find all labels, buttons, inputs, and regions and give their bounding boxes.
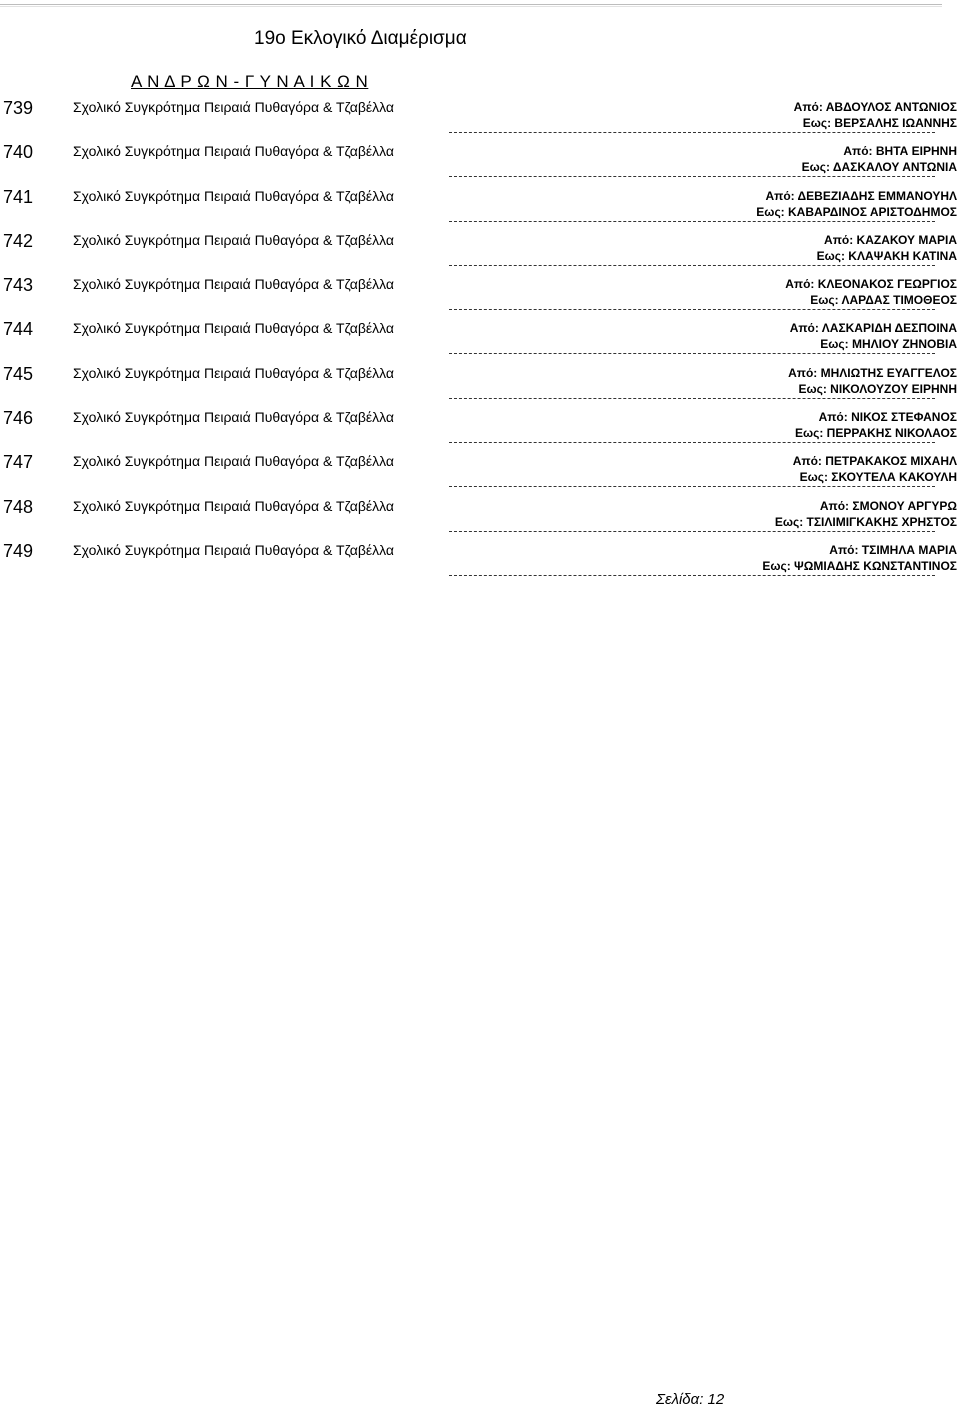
list-item bbox=[0, 317, 960, 361]
range-from: Από: ΔΕΒΕΖΙΑΔΗΣ ΕΜΜΑΝΟΥΗΛ bbox=[765, 188, 957, 203]
row-separator bbox=[449, 132, 935, 133]
station-number: 746 bbox=[3, 408, 34, 429]
station-number: 749 bbox=[3, 540, 34, 561]
voter-range bbox=[762, 542, 957, 574]
range-to: Εως: ΔΑΣΚΑΛΟΥ ΑΝΤΩΝΙΑ bbox=[801, 160, 957, 175]
row-separator bbox=[449, 309, 935, 310]
page-number: Σελίδα: 12 bbox=[656, 1391, 725, 1408]
row-separator bbox=[449, 176, 935, 177]
range-from: Από: ΛΑΣΚΑΡΙΔΗ ΔΕΣΠΟΙΝΑ bbox=[789, 321, 957, 336]
station-number: 747 bbox=[3, 452, 34, 473]
row-separator bbox=[449, 531, 935, 532]
list-item bbox=[0, 229, 960, 273]
range-from: Από: ΝΙΚΟΣ ΣΤΕΦΑΝΟΣ bbox=[818, 410, 957, 425]
row-separator bbox=[449, 442, 935, 443]
station-location: Σχολικό Συγκρότημα Πειραιά Πυθαγόρα & Τζαβέλλα bbox=[73, 99, 395, 115]
range-from: Από: ΑΒΔΟΥΛΟΣ ΑΝΤΩΝΙΟΣ bbox=[793, 100, 957, 114]
list-item bbox=[0, 539, 960, 583]
voter-range bbox=[795, 409, 957, 441]
list-item bbox=[0, 140, 960, 184]
station-location: Σχολικό Συγκρότημα Πειραιά Πυθαγόρα & Τζαβέλλα bbox=[73, 541, 395, 558]
station-location: Σχολικό Συγκρότημα Πειραιά Πυθαγόρα & Τζαβέλλα bbox=[73, 187, 395, 204]
range-to: Εως: ΝΙΚΟΛΟΥΖΟΥ ΕΙΡΗΝΗ bbox=[798, 381, 957, 396]
list-item bbox=[0, 450, 960, 494]
range-from: Από: ΠΕΤΡΑΚΑΚΟΣ ΜΙΧΑΗΛ bbox=[792, 454, 957, 469]
station-number: 739 bbox=[3, 98, 34, 118]
voter-range bbox=[817, 232, 957, 264]
range-to: Εως: ΚΑΒΑΡΔΙΝΟΣ ΑΡΙΣΤΟΔΗΜΟΣ bbox=[756, 204, 957, 219]
range-to: Εως: ΣΚΟΥΤΕΛΑ ΚΑΚΟΥΛΗ bbox=[799, 470, 957, 485]
top-rule-secondary bbox=[0, 6, 942, 7]
range-from: Από: ΜΗΛΙΩΤΗΣ ΕΥΑΓΓΕΛΟΣ bbox=[788, 365, 957, 380]
station-location: Σχολικό Συγκρότημα Πειραιά Πυθαγόρα & Τζαβέλλα bbox=[73, 409, 395, 426]
row-separator bbox=[449, 221, 935, 222]
range-to: Εως: ΒΕΡΣΑΛΗΣ ΙΩΑΝΝΗΣ bbox=[802, 116, 957, 130]
top-rule bbox=[0, 4, 942, 5]
range-to: Εως: ΚΛΑΨΑΚΗ ΚΑΤΙΝΑ bbox=[816, 248, 957, 263]
row-separator bbox=[449, 398, 935, 399]
station-location: Σχολικό Συγκρότημα Πειραιά Πυθαγόρα & Τζαβέλλα bbox=[73, 143, 395, 160]
voter-range bbox=[802, 143, 957, 175]
row-separator bbox=[449, 486, 935, 487]
station-number: 745 bbox=[3, 363, 34, 384]
list-item bbox=[0, 362, 960, 406]
list-item bbox=[0, 273, 960, 317]
range-to: Εως: ΛΑΡΔΑΣ ΤΙΜΟΘΕΟΣ bbox=[810, 293, 957, 308]
voter-range bbox=[785, 276, 957, 308]
row-separator bbox=[449, 353, 935, 354]
station-location: Σχολικό Συγκρότημα Πειραιά Πυθαγόρα & Τζαβέλλα bbox=[73, 497, 395, 514]
station-location: Σχολικό Συγκρότημα Πειραιά Πυθαγόρα & Τζαβέλλα bbox=[73, 320, 395, 337]
voter-range bbox=[788, 365, 957, 397]
station-location: Σχολικό Συγκρότημα Πειραιά Πυθαγόρα & Τζαβέλλα bbox=[73, 231, 395, 248]
range-to: Εως: ΤΣΙΛΙΜΙΓΚΑΚΗΣ ΧΡΗΣΤΟΣ bbox=[774, 514, 957, 529]
list-item bbox=[0, 495, 960, 539]
range-from: Από: ΚΛΕΟΝΑΚΟΣ ΓΕΩΡΓΙΟΣ bbox=[785, 277, 957, 292]
station-number: 741 bbox=[3, 186, 34, 207]
voter-range bbox=[793, 453, 957, 485]
range-from: Από: ΚΑΖΑΚΟΥ ΜΑΡΙΑ bbox=[824, 232, 957, 247]
range-to: Εως: ΜΗΛΙΟΥ ΖΗΝΟΒΙΑ bbox=[820, 337, 957, 352]
voter-range bbox=[794, 99, 957, 131]
row-separator bbox=[449, 265, 935, 266]
station-location: Σχολικό Συγκρότημα Πειραιά Πυθαγόρα & Τζαβέλλα bbox=[73, 453, 395, 470]
station-number: 743 bbox=[3, 275, 34, 296]
range-from: Από: ΤΣΙΜΗΛΑ ΜΑΡΙΑ bbox=[829, 542, 957, 557]
range-from: Από: ΣΜΟΝΟΥ ΑΡΓΥΡΩ bbox=[819, 498, 957, 513]
list-item bbox=[0, 185, 960, 229]
section-title: Α Ν Δ Ρ Ω Ν - Γ Υ Ν Α Ι Κ Ω Ν bbox=[131, 72, 369, 91]
range-to: Εως: ΠΕΡΡΑΚΗΣ ΝΙΚΟΛΑΟΣ bbox=[794, 426, 957, 441]
row-separator bbox=[449, 575, 935, 576]
voter-range bbox=[756, 188, 957, 220]
station-number: 742 bbox=[3, 230, 34, 251]
list-item bbox=[0, 96, 960, 140]
polling-station-list bbox=[0, 96, 960, 583]
station-location: Σχολικό Συγκρότημα Πειραιά Πυθαγόρα & Τζαβέλλα bbox=[73, 276, 395, 293]
range-to: Εως: ΨΩΜΙΑΔΗΣ ΚΩΝΣΤΑΝΤΙΝΟΣ bbox=[762, 558, 957, 573]
range-from: Από: ΒΗΤΑ ΕΙΡΗΝΗ bbox=[843, 144, 957, 159]
station-location: Σχολικό Συγκρότημα Πειραιά Πυθαγόρα & Τζαβέλλα bbox=[73, 364, 395, 381]
station-number: 744 bbox=[3, 319, 34, 340]
list-item bbox=[0, 406, 960, 450]
station-number: 748 bbox=[3, 496, 34, 517]
voter-range bbox=[775, 498, 957, 530]
station-number: 740 bbox=[3, 142, 34, 163]
district-title: 19ο Εκλογικό Διαμέρισμα bbox=[254, 28, 467, 49]
voter-range bbox=[790, 320, 957, 352]
